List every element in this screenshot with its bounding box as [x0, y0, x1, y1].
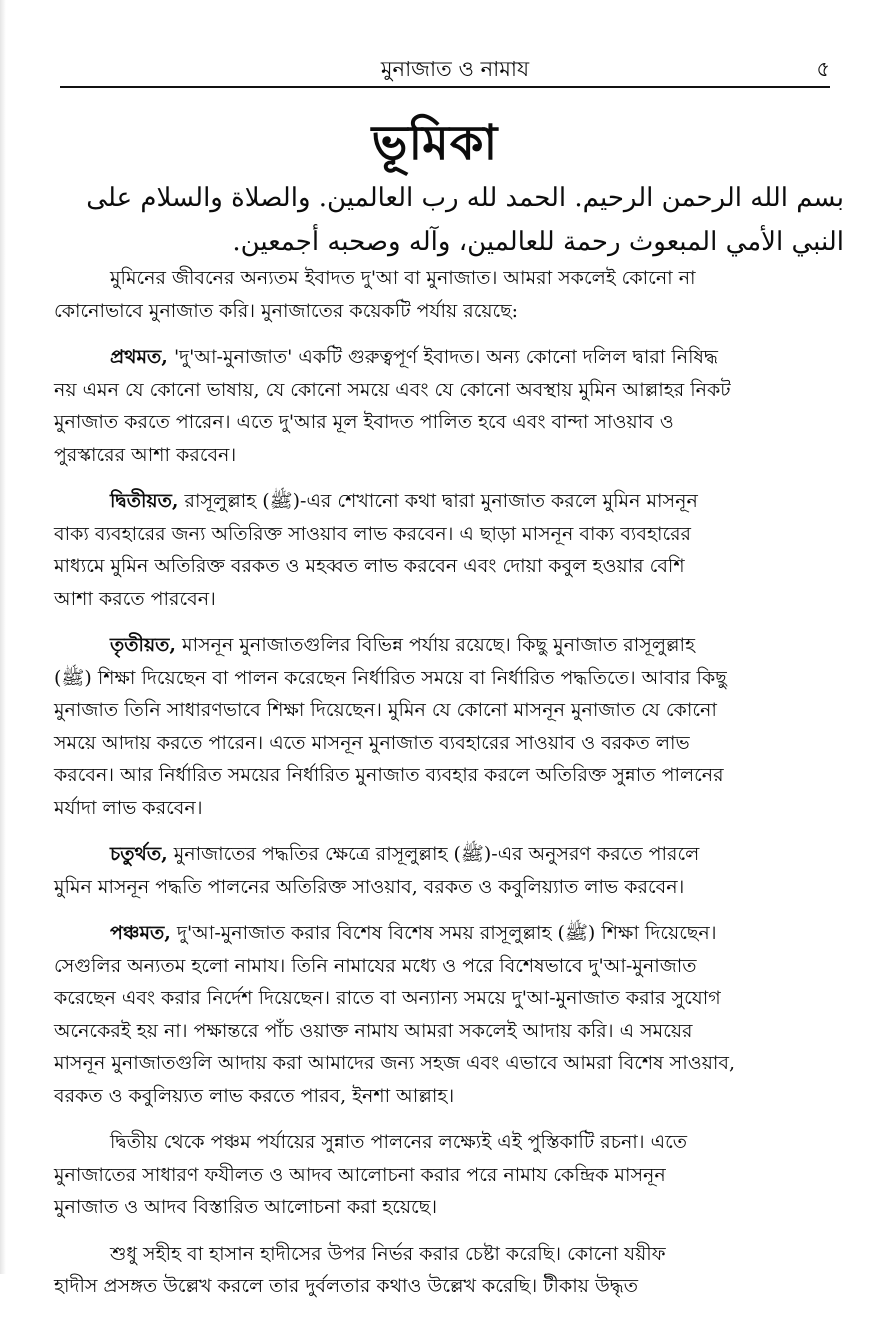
text-line: মুমিন মাসনূন পদ্ধতি পালনের অতিরিক্ত সাওয়াব, বরকত ও কবুলিয়্যাত লাভ করবেন।	[54, 875, 685, 898]
page-edge-shadow	[0, 0, 6, 1274]
paragraph-lead: চতুর্থত,	[110, 843, 168, 865]
text-line: সময়ে আদায় করতে পারেন। এতে মাসনূন মুনাজাত ব্যবহারের সাওয়াব ও বরকত লাভ	[54, 731, 690, 754]
text-line: মুনাজাতের সাধারণ ফযীলত ও আদব আলোচনা করার পরে নামায কেন্দ্রিক মাসনূন	[54, 1163, 666, 1186]
text-line: মুনাজাত ও আদব বিস্তারিত আলোচনা করা হয়েছে।	[54, 1196, 438, 1218]
text-line: মাসনূন মুনাজাতগুলি আদায় করা আমাদের জন্য সহজ এবং এভাবে আমরা বিশেষ সাওয়াব,	[54, 1052, 736, 1074]
text-line: অনেকেরই হয় না। পক্ষান্তরে পাঁচ ওয়াক্ত নামায আমরা সকলেই আদায় করি। এ সময়ের	[54, 1019, 693, 1042]
text-span: 'দু'আ-মুনাজাত' একটি গুরুত্বপূর্ণ ইবাদত। অন্য কোনো দলিল দ্বারা নিষিদ্ধ	[167, 346, 718, 368]
text-line: শুধু সহীহ বা হাসান হাদীসের উপর নির্ভর করার চেষ্টা করেছি। কোনো যয়ীফ	[110, 1242, 666, 1265]
text-span: দু'আ-মুনাজাত করার বিশেষ বিশেষ সময় রাসূলুল্লাহ (ﷺ) শিক্ষা দিয়েছেন।	[170, 922, 717, 944]
paragraph-second	[54, 485, 847, 615]
text-line: দ্বিতীয় থেকে পঞ্চম পর্যায়ের সুন্নাত পালনের লক্ষ্যেই এই পুস্তিকাটি রচনা। এতে	[110, 1131, 687, 1153]
text-line: সেগুলির অন্যতম হলো নামায। তিনি নামাযের মধ্যে ও পরে বিশেষভাবে দু'আ-মুনাজাত	[54, 954, 697, 977]
paragraph-fourth	[54, 838, 847, 903]
text-line: নয় এমন যে কোনো ভাষায়, যে কোনো সময়ে এবং যে কোনো অবস্থায় মুমিন আল্লাহর নিকট	[54, 378, 731, 401]
arabic-invocation	[48, 176, 844, 264]
text-line: করবেন। আর নির্ধারিত সময়ের নির্ধারিত মুনাজাত ব্যবহার করলে অতিরিক্ত সুন্নাত পালনের	[54, 764, 724, 786]
arabic-line: بسم الله الرحمن الرحيم. الحمد لله رب العالمين. والصلاة والسلام على	[86, 183, 844, 213]
text-line: মুনাজাত তিনি সাধারণভাবে শিক্ষা দিয়েছেন। মুমিন যে কোনো মাসনূন মুনাজাত যে কোনো	[54, 699, 717, 721]
paragraph-sources	[54, 1238, 847, 1303]
paragraph-lead: দ্বিতীয়ত,	[110, 490, 179, 512]
text-line: মুনাজাত করতে পারেন। এতে দু'আর মূল ইবাদত পালিত হবে এবং বান্দা সাওয়াব ও	[54, 411, 674, 433]
text-line: মুমিনের জীবনের অন্যতম ইবাদত দু'আ বা মুনাজাত। আমরা সকলেই কোনো না	[110, 267, 696, 289]
paragraph-purpose	[54, 1126, 847, 1224]
text-line: করেছেন এবং করার নির্দেশ দিয়েছেন। রাতে বা অন্যান্য সময়ে দু'আ-মুনাজাত করার সুযোগ	[54, 987, 721, 1009]
running-header-title: মুনাজাত ও নামায	[380, 57, 530, 81]
text-line: হাদীস প্রসঙ্গত উল্লেখ করলে তার দুর্বলতার কথাও উল্লেখ করেছি। টীকায় উদ্ধৃত	[54, 1275, 638, 1297]
text-line: মাধ্যমে মুমিন অতিরিক্ত বরকত ও মহব্বত লাভ করবেন এবং দোয়া কবুল হওয়ার বেশি	[54, 555, 685, 577]
paragraph-lead: তৃতীয়ত,	[110, 634, 177, 656]
text-line: (ﷺ) শিক্ষা দিয়েছেন বা পালন করেছেন নির্ধারিত সময়ে বা নির্ধারিত পদ্ধতিতে। আবার কিছু	[54, 666, 727, 689]
paragraph-lead: প্রথমত,	[110, 346, 168, 368]
paragraph-lead: পঞ্চমত,	[110, 922, 171, 944]
text-span: রাসূলুল্লাহ (ﷺ)-এর শেখানো কথা দ্বারা মুনাজাত করলে মুমিন মাসনূন	[178, 490, 698, 512]
text-line	[54, 485, 847, 518]
text-line	[54, 629, 847, 662]
paragraph-first	[54, 341, 847, 471]
text-line	[54, 917, 847, 950]
paragraph-fifth	[54, 917, 847, 1112]
text-line: পুরস্কারের আশা করবেন।	[54, 443, 237, 466]
text-span: মুনাজাতের পদ্ধতির ক্ষেত্রে রাসূলুল্লাহ (ﷺ)-এর অনুসরণ করতে পারলে	[167, 843, 700, 865]
paragraph-intro	[54, 262, 847, 327]
page-number: ৫	[816, 57, 830, 81]
body-text	[54, 262, 847, 1317]
arabic-line: النبي الأمي المبعوث رحمة للعالمين، وآله وصحبه أجمعين.	[232, 227, 844, 257]
header-rule	[60, 86, 830, 88]
text-line: আশা করতে পারবেন।	[54, 587, 216, 610]
text-span: মাসনূন মুনাজাতগুলির বিভিন্ন পর্যায় রয়েছে। কিছু মুনাজাত রাসূলুল্লাহ	[176, 634, 695, 656]
paragraph-third	[54, 629, 847, 824]
running-header	[60, 54, 830, 88]
text-line: বাক্য ব্যবহারের জন্য অতিরিক্ত সাওয়াব লাভ করবেন। এ ছাড়া মাসনূন বাক্য ব্যবহারের	[54, 522, 692, 545]
text-line: মর্যাদা লাভ করবেন।	[54, 796, 203, 819]
text-line: কোনোভাবে মুনাজাত করি। মুনাজাতের কয়েকটি পর্যায় রয়েছে:	[54, 299, 519, 322]
chapter-title: ভূমিকা	[371, 115, 499, 171]
text-line	[54, 341, 847, 374]
text-line: বরকত ও কবুলিয়্যত লাভ করতে পারব, ইনশা আল্লাহ।	[54, 1084, 455, 1107]
text-line	[54, 838, 847, 871]
